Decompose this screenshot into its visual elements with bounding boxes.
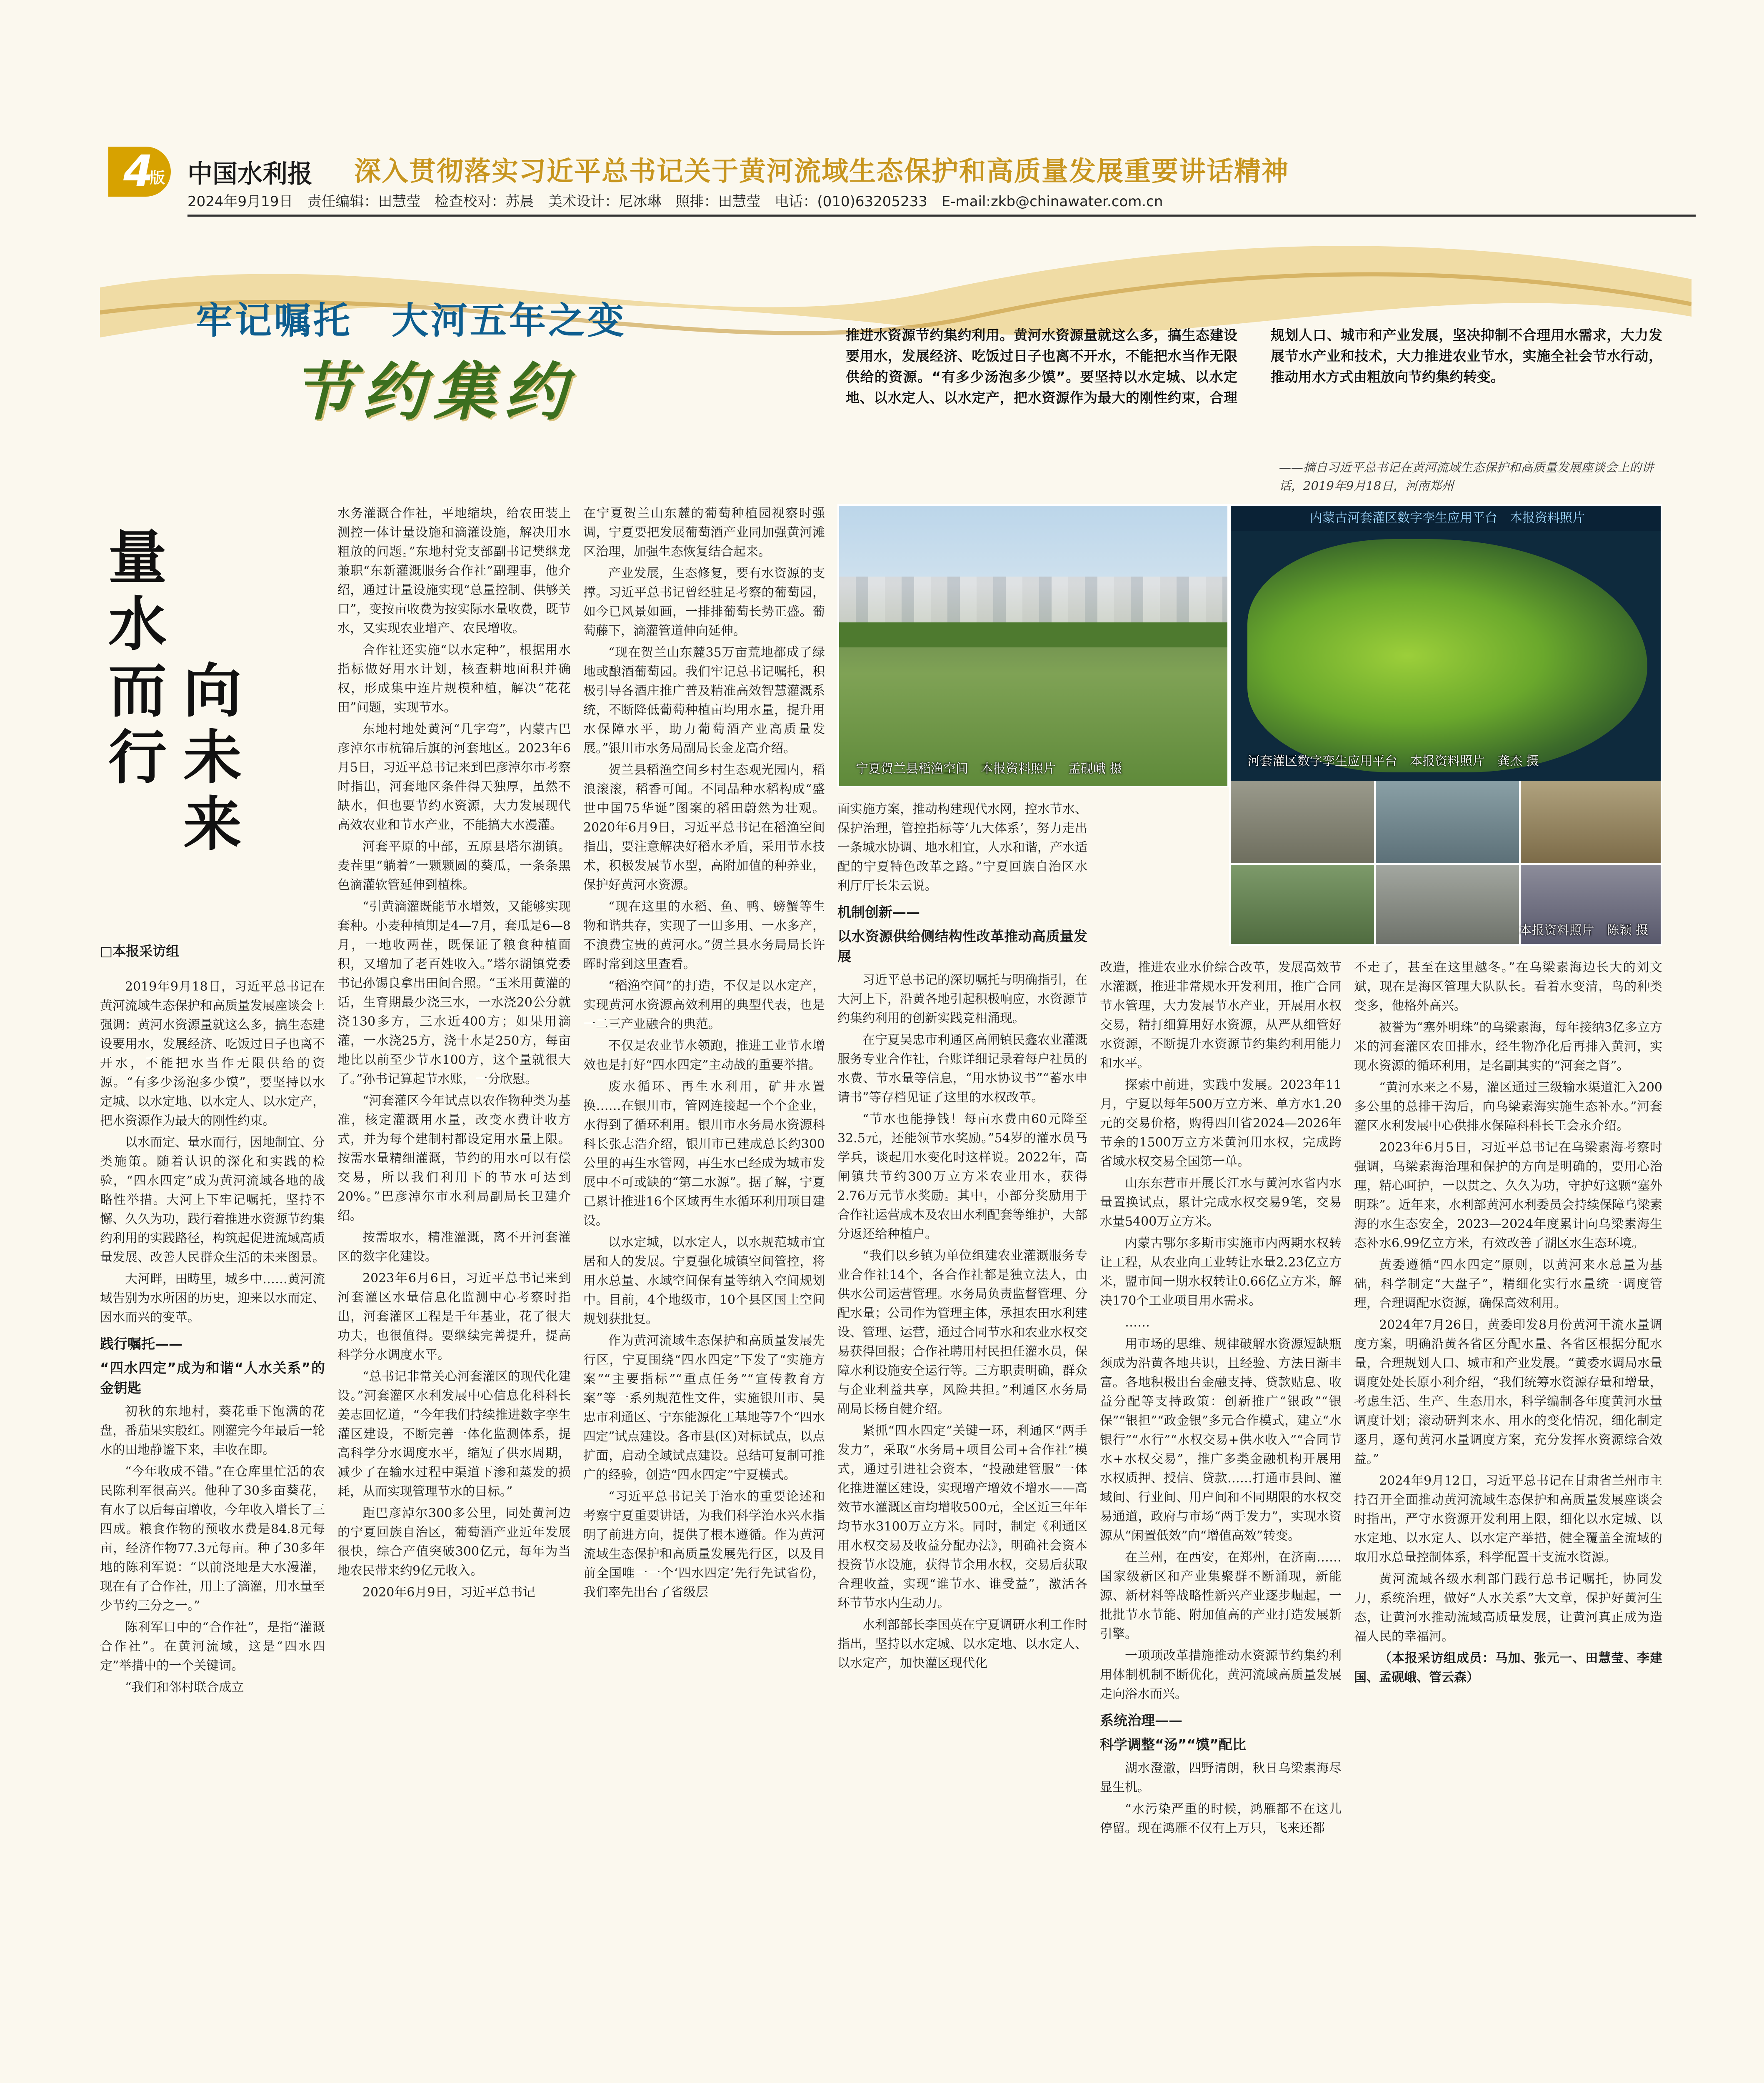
section-subtitle-2: 以水资源供给侧结构性改革推动高质量发展 xyxy=(837,928,1087,964)
section-title-1: 践行嘱托—— xyxy=(100,1336,182,1352)
platform-header: 内蒙古河套灌区数字孪生应用平台 本报资料照片 xyxy=(1231,506,1662,531)
paragraph: 以水而定、量水而行，因地制宜、分类施策。随着认识的深化和实践的检验，“四水四定”成为黄河流域各地的战略性举措。大河上下牢记嘱托，坚持不懈、久久为功，践行着推进水资源节约集约利用的实践路径，构筑起促进流域高质量发展、改善人民群众生活的未来图景。 xyxy=(100,1135,325,1265)
paragraph: “节水也能挣钱！每亩水费由60元降至32.5元，还能领节水奖励。”54岁的灌水员马学兵，谈起用水变化时这样说。2022年，高闸镇共节约300万立方米农业用水，获得2.76万元节水奖励。其中，小部分奖励用于合作社运营成本及农田水利配套等维护，大部分返还给种植户。 xyxy=(837,1112,1087,1241)
paragraph: “黄河水来之不易，灌区通过三级输水渠道汇入200多公里的总排干沟后，向乌梁素海实施生态补水。”河套灌区水利发展中心供排水保障科科长王会永介绍。 xyxy=(1354,1080,1662,1133)
paragraph: 水利部部长李国英在宁夏调研水利工作时指出，坚持以水定城、以水定地、以水定人、以水定产，加快灌区现代化 xyxy=(837,1618,1087,1671)
paragraph: 探索中前进，实践中发展。2023年11月，宁夏以每年500万立方米、单方水1.20元的交易价格，购得四川省2024—2026年节余的1500万立方米黄河用水权，完成跨省域水权交易全国第一单。 xyxy=(1100,1078,1342,1169)
team-note: （本报采访组成员：马加、张元一、田慧莹、李建国、孟砚峨、管云森） xyxy=(1354,1651,1662,1685)
paragraph: “我们以乡镇为单位组建农业灌溉服务专业合作社14个，各合作社都是独立法人，由供水公司运营管理。水务局负责监督管理、分配水量；公司作为管理主体，承担农田水利建设、管理、运营，通过合同节水和农业水权交易获得回报；合作社聘用村民担任灌水员，保障水利设施安全运行等。三方职责明确，群众与企业利益共享，风险共担。”利通区水务局副局长杨自健介绍。 xyxy=(837,1249,1087,1416)
paragraph: “今年收成不错。”在仓库里忙活的农民陈利军很高兴。他种了30多亩葵花，有水了以后每亩增收，今年收入增长了三四成。粮食作物的预收水费是84.8元每亩，经济作物77.3元每亩。种了30多年地的陈利军说：“以前浇地是大水漫灌，现在有了合作社，用上了滴灌，用水量至少节约三分之一。” xyxy=(100,1464,325,1613)
paragraph: “河套灌区今年试点以农作物种类为基准，核定灌溉用水量，改变水费计收方式，并为每个建制村都设定用水量上限。按需水量精细灌溉，节约的用水可以有偿交易，所以我们利用下的节水可达到20%。”巴彦淖尔市水利局副局长卫建介绍。 xyxy=(337,1094,571,1223)
masthead-rule xyxy=(187,215,1696,217)
headline-line1: 量水而行 xyxy=(108,524,167,792)
paragraph: 改造，推进农业水价综合改革，发展高效节水灌溉，推进非常规水开发利用，推广合同节水管理，大力发展节水产业，开展用水权交易，精打细算用好水资源，从严从细管好水资源，不断提升水资源节约集约利用能力和水平。 xyxy=(1100,960,1342,1071)
paragraph: 贺兰县稻渔空间乡村生态观光园内，稻浪滚滚，稻香可闻。不同品种水稻构成“盛世中国75华诞”图案的稻田蔚然为壮观。2020年6月9日，习近平总书记在稻渔空间指出，要注意解决好稻水矛盾，采用节水技术，积极发展节水型，高附加值的种养业，保护好黄河水资源。 xyxy=(583,763,825,892)
paragraph: 2024年9月12日，习近平总书记在甘肃省兰州市主持召开全面推动黄河流域生态保护和高质量发展座谈会时指出，严守水资源开发利用上限，细化以水定城、以水定地、以水定人、以水定产举措，健全覆盖全流域的取用水总量控制体系，科学配置干支流水资源。 xyxy=(1354,1474,1662,1565)
building-silhouette xyxy=(839,577,1229,627)
paragraph: 习近平总书记的深切嘱托与明确指引，在大河上下，沿黄各地引起积极响应，水资源节约集约利用的创新实践竞相涌现。 xyxy=(837,973,1087,1026)
paragraph: “稻渔空间”的打造，不仅是以水定产，实现黄河水资源高效利用的典型代表，也是一二三产业融合的典范。 xyxy=(583,979,825,1032)
page-suffix: 版 xyxy=(150,170,165,187)
paragraph: 按需取水，精准灌溉，离不开河套灌区的数字化建设。 xyxy=(337,1230,571,1264)
paragraph: 合作社还实施“以水定种”，根据用水指标做好用水计划，核查耕地面积并确权，形成集中连片规模种植，解决“花花田”问题，实现节水。 xyxy=(337,643,571,715)
section-title-3: 系统治理—— xyxy=(1100,1712,1182,1728)
paragraph: 陈利军口中的“合作社”，是指“灌溉合作社”。在黄河流域，这是“四水四定”举措中的一个关键词。 xyxy=(100,1620,325,1673)
paragraph: 黄河流域各级水利部门践行总书记嘱托，协同发力，系统治理，做好“人水关系”大文章，保护好黄河生态，让黄河水推动流域高质量发展，让黄河真正成为造福人民的幸福河。 xyxy=(1354,1572,1662,1644)
paragraph: 不仅是农业节水领跑，推进工业节水增效也是打好“四水四定”主动战的重要举措。 xyxy=(583,1039,825,1072)
photo-caption: 宁夏贺兰县稻渔空间 本报资料照片 孟砚峨 摄 xyxy=(856,762,1122,776)
article-column-4 xyxy=(837,800,1087,2083)
paragraph: 湖水澄澈，四野清朗，秋日乌梁素海尽显生机。 xyxy=(1100,1761,1342,1795)
grid-photo xyxy=(1521,781,1662,863)
masthead xyxy=(125,137,1667,221)
paragraph: 紧抓“四水四定”关键一环，利通区“两手发力”，采取“水务局+项目公司+合作社”模式，通过引进社会资本，“投融建管服”一体化推进灌区建设，实现增产增效不增水——高效节水灌溉区亩均增收500元，全区近三年年均节水3100万立方米。同时，制定《利通区用水权交易及收益分配办法》，明确社会资本投资节水设施，获得节余用水权，交易后获取合理收益，实现“谁节水、谁受益”，激活各环节节水内生动力。 xyxy=(837,1424,1087,1611)
article-column-6 xyxy=(1354,958,1662,2083)
paragraph: “现在贺兰山东麓35万亩荒地都成了绿地或酿酒葡萄园。我们牢记总书记嘱托，积极引导各酒庄推广普及精准高效智慧灌溉系统，不断降低葡萄种植亩均用水量，提升用水保障水平，助力葡萄酒产业高质量发展。”银川市水务局副局长金龙高介绍。 xyxy=(583,645,825,756)
grid-photo xyxy=(1231,865,1374,946)
paragraph: 作为黄河流域生态保护和高质量发展先行区，宁夏围绕“四水四定”下发了“实施方案”“主要指标”“重点任务”“宣传教育方案”等一系列规范性文件，实施银川市、吴忠市利通区、宁东能源化工基地等7个“四水四定”试点建设。各市县(区)对标试点，以点扩面，启动全域试点建设。总结可复制可推广的经验，创造“四水四定”宁夏模式。 xyxy=(583,1334,825,1482)
paragraph: “引黄滴灌既能节水增效，又能够实现套种。小麦种植期是4—7月，套瓜是6—8月，一地收两茬，既保证了粮食种植面积，又增加了老百姓收入。”塔尔湖镇党委书记孙锡良拿出田间合照。“玉米用黄灌的话，生育期最少浇三水，一水浇20公分就浇130多方，三水近400方；如果用滴灌，一水浇25方，浇十水是250方，每亩地比以前至少节水100方，这个量就很大了。”孙书记算起节水账，一分欣慰。 xyxy=(337,899,571,1086)
paper-name: 中国水利报 xyxy=(187,160,312,189)
quote-body: 推进水资源节约集约利用。黄河水资源量就这么多，搞生态建设要用水，发展经济、吃饭过日子也离不开水，不能把水当作无限供给的资源。“有多少汤泡多少馍”。要坚持以水定城、以水定地、以水定人、以水定产，把水资源作为最大的刚性约束，合理规划人口、城市和产业发展，坚决抑制不合理用水需求，大力发展节水产业和技术，大力推进农业节水，实施全社会节水行动，推动用水方式由粗放向节约集约转变。 xyxy=(846,327,1662,406)
paragraph: 2019年9月18日，习近平总书记在黄河流域生态保护和高质量发展座谈会上强调：黄河水资源量就这么多，搞生态建设要用水，发展经济、吃饭过日子也离不开水，不能把水当作无限供给的资源。“有多少汤泡多少馍”，要坚持以水定城、以水定地、以水定人、以水定产，把水资源作为最大的刚性约束。 xyxy=(100,979,325,1128)
article-column-1 xyxy=(100,942,325,2083)
paragraph: 水务灌溉合作社，平地缩块，给农田装上测控一体计量设施和滴灌设施，解决用水粗放的问题。”东地村党支部副书记樊继龙兼职“东新灌溉服务合作社”副理事，他介绍，通过计量设施实现“总量控制、供够关口”，变按亩收费为按实际水量收费，既节水，又实现农业增产、农民增收。 xyxy=(337,506,571,636)
section-subtitle-3: 科学调整“汤”“馍”配比 xyxy=(1100,1736,1246,1753)
paragraph: 被誉为“塞外明珠”的乌梁素海，每年接纳3亿多立方米的河套灌区农田排水，经生物净化后再排入黄河，实现水资源的循环利用，是名副其实的“河套之肾”。 xyxy=(1354,1020,1662,1073)
paragraph: 2024年7月26日，黄委印发8月份黄河干流水量调度方案，明确沿黄各省区分配水量、各省区根据分配水量，合理规划人口、城市和产业发展。“黄委水调局水量调度处处长原小利介绍，“我们统筹水资源存量和增量，考虑生活、生产、生态用水，科学编制各年度黄河水量调度计划；滚动研判来水、用水的变化情况，细化制定逐月，逐旬黄河水量调度方案，充分发挥水资源综合效益。” xyxy=(1354,1318,1662,1466)
paragraph: “总书记非常关心河套灌区的现代化建设。”河套灌区水利发展中心信息化科科长姜志回忆道，“今年我们持续推进数字孪生灌区建设，不断完善一体化监测体系，提高科学分水调度水平，缩短了供水周期，减少了在输水过程中渠道下渗和蒸发的损耗，从而实现管理节水的目标。” xyxy=(337,1369,571,1499)
paragraph: 不走了，甚至在这里越冬。”在乌梁素海边长大的刘文斌，现在是海区管理大队队长。看着水变清，鸟的种类变多，他格外高兴。 xyxy=(1354,960,1662,1013)
paragraph: 黄委遵循“四水四定”原则，以黄河来水总量为基础，科学制定“大盘子”，精细化实行水量统一调度管理，合理调配水资源，确保高效利用。 xyxy=(1354,1258,1662,1311)
paragraph: 初秋的东地村，葵花垂下饱满的花盘，番茄果实殷红。刚灌完今年最后一轮水的田地静谧下来，丰收在即。 xyxy=(100,1404,325,1457)
section-subtitle-1: “四水四定”成为和谐“人水关系”的金钥匙 xyxy=(100,1360,325,1396)
photo-digital-twin-platform xyxy=(1229,504,1662,946)
paragraph: “我们和邻村联合成立 xyxy=(125,1680,244,1695)
paragraph: 河套平原的中部，五原县塔尔湖镇。麦茬里“躺着”一颗颗圆的葵瓜，一条条黑色滴灌软管延伸到植株。 xyxy=(337,839,571,892)
paragraph: 面实施方案，推动构建现代水网，控水节水、保护治理，管控指标等‘九大体系’，努力走出一条城水协调、地水相宜，人水和谐，产水适配的宁夏特色改革之路。”宁夏回族自治区水利厅厅长朱云说。 xyxy=(837,802,1087,893)
paragraph: “水污染严重的时候，鸿雁都不在这儿停留。现在鸿雁不仅有上万只，飞来还都 xyxy=(1100,1802,1342,1836)
byline: □本报采访组 xyxy=(100,943,180,959)
page-number-badge xyxy=(108,147,171,197)
paragraph: 废水循环、再生水利用，矿井水置换……在银川市，管网连接起一个个企业，水得到了循环利用。银川市水务局水资源科科长张志浩介绍，银川市已建成总长约300公里的再生水管网，再生水已经成为城市发展中不可或缺的“第二水源”。据了解，宁夏已累计推进16个区域再生水循环利用项目建设。 xyxy=(583,1079,825,1228)
paragraph: 大河畔，田畴里，城乡中……黄河流域告别为水所困的历史，迎来以水而定、因水而兴的变革。 xyxy=(100,1272,325,1325)
paragraph: 2023年6月5日，习近平总书记在乌梁素海考察时强调，乌梁素海治理和保护的方向是明确的，要用心治理，精心呵护，一以贯之、久久为功，守护好这颗“塞外明珠”。近年来，水利部黄河水利委员会持续保障乌梁素海的水生态安全，2023—2024年度累计向乌梁素海生态补水6.99亿立方米，有效改善了湖区水生态环境。 xyxy=(1354,1140,1662,1251)
page-number: 4 xyxy=(123,146,154,197)
paragraph: 2023年6月6日，习近平总书记来到河套灌区水量信息化监测中心考察时指出，河套灌区工程是千年基业，花了很大功夫，也很值得。要继续完善提升，提高科学分水调度水平。 xyxy=(337,1271,571,1362)
paragraph: 以水定城，以水定人，以水规范城市宜居和人的发展。宁夏强化城镇空间管控，将用水总量、水域空间保有量等纳入空间规划中。目前，4个地级市，10个县区国土空间规划获批复。 xyxy=(583,1235,825,1326)
paragraph: 内蒙古鄂尔多斯市实施市内两期水权转让工程，从农业向工业转让水量2.23亿立方米，盟市间一期水权转让0.66亿立方米，解决170个工业项目用水需求。 xyxy=(1100,1236,1342,1308)
banner-title: 节约集约 xyxy=(292,355,575,429)
paragraph: 在宁夏贺兰山东麓的葡萄种植园视察时强调，宁夏要把发展葡萄酒产业同加强黄河滩区治理，加强生态恢复结合起来。 xyxy=(583,506,825,559)
photo-caption: 本报资料照片 陈颖 摄 xyxy=(1519,923,1648,938)
grid-photo xyxy=(1376,865,1519,946)
banner-kicker: 牢记嘱托 大河五年之变 xyxy=(196,299,627,342)
article-column-5 xyxy=(1100,958,1342,2083)
grid-photo xyxy=(1231,781,1374,863)
photo-ningxia-rice-field xyxy=(837,504,1229,787)
paragraph: 在兰州，在西安，在郑州，在济南……国家级新区和产业集聚群不断涌现，新能源、新材料等战略性新兴产业逐步崛起，一批批节水节能、附加值高的产业打造发展新引擎。 xyxy=(1100,1550,1342,1641)
satellite-map xyxy=(1247,539,1647,772)
paragraph: 东地村地处黄河“几字弯”，内蒙古巴彦淖尔市杭锦后旗的河套地区。2023年6月5日，习近平总书记来到巴彦淖尔市考察时指出，河套地区条件得天独厚，虽然不缺水，但也要节约水资源，大力发展现代高效农业和节水产业，不能搞大水漫灌。 xyxy=(337,722,571,832)
paragraph: 在宁夏吴忠市利通区高闸镇民鑫农业灌溉服务专业合作社，台账详细记录着每户社员的水费、节水量等信息，“用水协议书”“蓄水申请书”等存档见证了这里的水权改革。 xyxy=(837,1033,1087,1105)
paragraph: 距巴彦淖尔300多公里，同处黄河边的宁夏回族自治区，葡萄酒产业近年发展很快，综合产值突破300亿元，每年为当地农民带来约9亿元收入。 xyxy=(337,1506,571,1578)
photo-caption: 河套灌区数字孪生应用平台 本报资料照片 龚杰 摄 xyxy=(1247,754,1539,769)
tree-band xyxy=(839,622,1229,647)
paragraph: “习近平总书记关于治水的重要论述和考察宁夏重要讲话，为我们科学治水兴水指明了前进方向，提供了根本遵循。作为黄河流域生态保护和高质量发展先行区，以及目前全国唯一一个‘四水四定’先行先试省份，我们率先出台了省级层 xyxy=(583,1489,825,1600)
section-title-2: 机制创新—— xyxy=(837,904,920,920)
quote-source: ——摘自习近平总书记在黄河流域生态保护和高质量发展座谈会上的讲话，2019年9月18日，河南郑州 xyxy=(1279,460,1654,493)
paragraph: 一项项改革措施推动水资源节约集约利用体制机制不断优化，黄河流域高质量发展走向浴水而兴。 xyxy=(1100,1648,1342,1701)
slogan: 深入贯彻落实习近平总书记关于黄河流域生态保护和高质量发展重要讲话精神 xyxy=(354,156,1289,187)
headline-line2: 向未来 xyxy=(183,657,242,859)
date-line: 2024年9月19日 责任编辑：田慧莹 检查校对：苏晨 美术设计：尼冰琳 照排：田慧莹 电话：(010)63205233 E-mail:zkb@chinawater.com.cn xyxy=(187,193,1163,210)
grid-photo xyxy=(1376,781,1519,863)
paragraph: 用市场的思维、规律破解水资源短缺瓶颈成为沿黄各地共识，且经验、方法日渐丰富。各地积极出台金融支持、贷款贴息、收益分配等支持政策：创新推广“银政”“银保”“银担”“政金银”多元合作模式，建立“水银行”“水行”“水权交易+供水收入”“合同节水+水权交易”，推广多类金融机构开展用水权质押、授信、贷款……打通市县间、灌域间、行业间、用户间和不同期限的水权交易通道，政府与市场“两手发力”，实现水资源从“闲置低效”向“增值高效”转变。 xyxy=(1100,1337,1342,1543)
quote-box xyxy=(846,325,1662,500)
paragraph: 产业发展，生态修复，要有水资源的支撑。习近平总书记曾经驻足考察的葡萄园，如今已风景如画，一排排葡萄长势正盛。葡萄藤下，滴灌管道伸向延伸。 xyxy=(583,566,825,638)
paragraph: 山东东营市开展长江水与黄河水省内水量置换试点，累计完成水权交易9笔，交易水量5400万立方米。 xyxy=(1100,1176,1342,1229)
article-column-3 xyxy=(583,504,825,2083)
article-column-2 xyxy=(337,504,571,2083)
paragraph: 2020年6月9日，习近平总书记 xyxy=(362,1585,535,1600)
paragraph: “现在这里的水稻、鱼、鸭、螃蟹等生物和谐共存，实现了一田多用、一水多产，不浪费宝贵的黄河水。”贺兰县水务局局长许晖时常到这里查看。 xyxy=(583,899,825,972)
paragraph: …… xyxy=(1125,1315,1150,1330)
